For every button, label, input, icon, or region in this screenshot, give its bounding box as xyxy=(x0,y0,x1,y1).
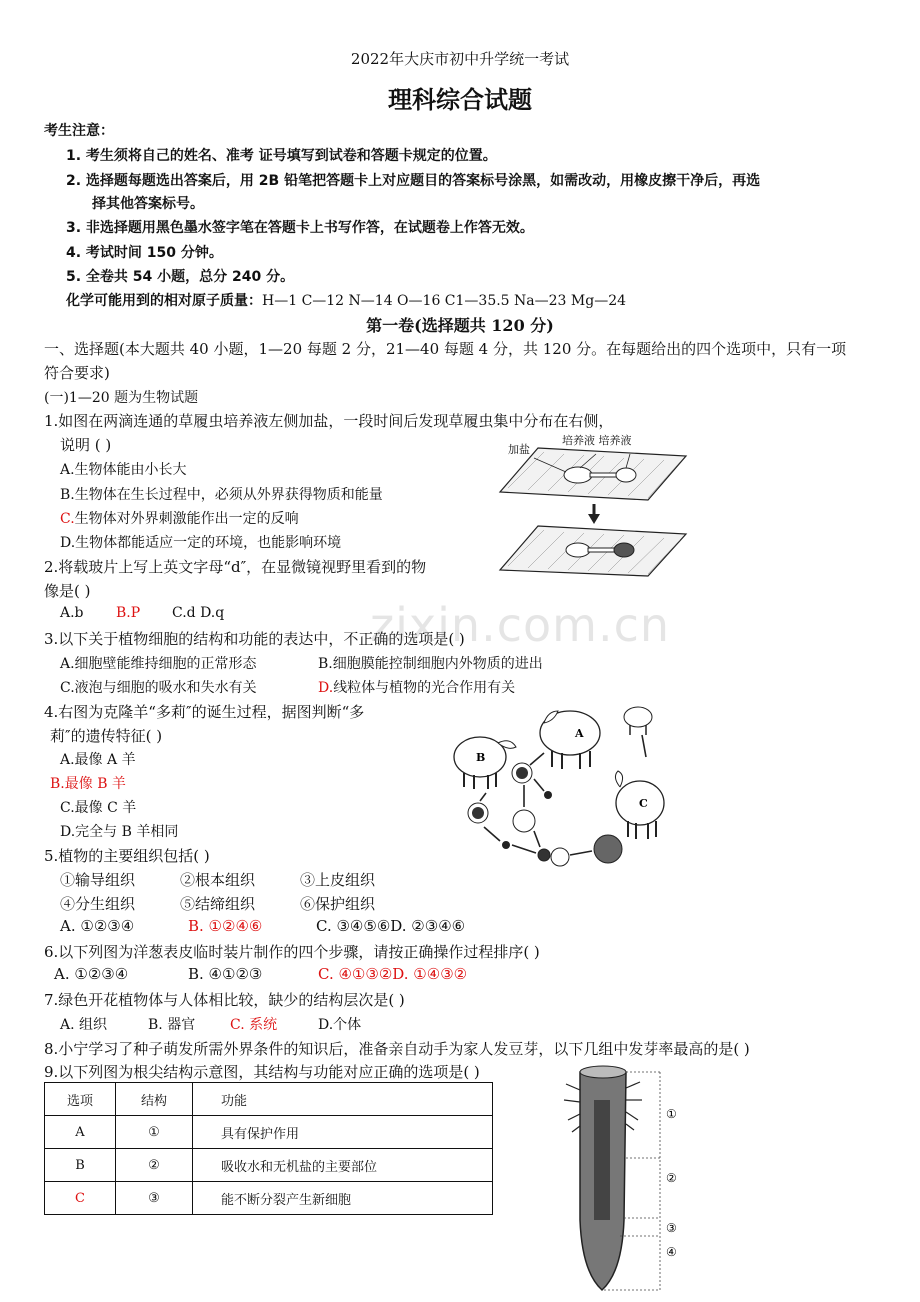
q3-option-a: A.细胞壁能维持细胞的正常形态 xyxy=(60,656,257,672)
q5-item-3: ③上皮组织 xyxy=(300,871,376,889)
notice-item-1: 1. 考生须将自己的姓名、准考 证号填写到试卷和答题卡规定的位置。 xyxy=(66,148,497,164)
q7-option-b: B. 器官 xyxy=(148,1017,196,1033)
table-row xyxy=(45,1149,493,1182)
header-structure: 结构 xyxy=(116,1083,193,1116)
q4-option-a: A.最像 A 羊 xyxy=(60,752,136,768)
q7-option-d: D.个体 xyxy=(318,1017,362,1033)
q8-stem: 8.小宁学习了种子萌发所需外界条件的知识后，准备亲自动手为家人发豆芽，以下几组中发芽率最高的是( ) xyxy=(44,1040,750,1058)
q1-stem: 1.如图在两滴连通的草履虫培养液左侧加盐，一段时间后发现草履虫集中分布在右侧， xyxy=(44,412,614,430)
root-label-2: ② xyxy=(666,1171,677,1185)
row-structure: ① xyxy=(116,1116,193,1149)
q6-option-b: B. ④①②③ xyxy=(188,965,263,983)
q1-option-a: A.生物体能由小长大 xyxy=(60,462,187,478)
q2-stem-cont: 像是( ) xyxy=(44,582,91,600)
q5-stem: 5.植物的主要组织包括( ) xyxy=(44,847,210,865)
q4-stem-cont: 莉″的遗传特征( ) xyxy=(50,727,163,745)
q5-option-b: B. ①②④⑥ xyxy=(188,917,263,935)
q1-option-b: B.生物体在生长过程中，必须从外界获得物质和能量 xyxy=(60,487,383,503)
row-function: 吸收水和无机盐的主要部位 xyxy=(193,1149,493,1182)
sheep-a-icon xyxy=(540,711,600,769)
q4-option-d: D.完全与 B 羊相同 xyxy=(60,824,179,840)
root-label-1: ① xyxy=(666,1107,677,1121)
section-instructions-cont: 符合要求) xyxy=(44,364,110,382)
root-label-3: ③ xyxy=(666,1221,677,1235)
row-structure: ③ xyxy=(116,1182,193,1215)
exam-title: 理科综合试题 xyxy=(388,85,532,114)
q2-stem: 2.将载玻片上写上英文字母“d″，在显微镜视野里看到的物 xyxy=(44,558,427,576)
q3-option-c: C.液泡与细胞的吸水和失水有关 xyxy=(60,680,257,696)
q9-stem: 9.以下列图为根尖结构示意图，其结构与功能对应正确的选项是( ) xyxy=(44,1063,480,1081)
q1-option-d: D.生物体都能适应一定的环境，也能影响环境 xyxy=(60,535,342,551)
header-option: 选项 xyxy=(45,1083,116,1116)
fig-label-culture: 培养液 培养液 xyxy=(562,434,632,447)
q7-option-a: A. 组织 xyxy=(60,1017,108,1033)
atomic-mass-line xyxy=(66,290,626,310)
root-tip-figure xyxy=(560,1060,700,1298)
q4-option-b: B.最像 B 羊 xyxy=(50,776,126,792)
q5-item-2: ②根本组织 xyxy=(180,871,256,889)
atomic-mass-values: H—1 C—12 N—14 O—16 C1—35.5 Na—23 Mg—24 xyxy=(262,293,627,309)
q3-option-d-text: 线粒体与植物的光合作用有关 xyxy=(333,680,516,696)
lamb-icon xyxy=(624,707,652,735)
row-function: 能不断分裂产生新细胞 xyxy=(193,1182,493,1215)
q7-option-c: C. 系统 xyxy=(230,1017,278,1033)
sheep-b-label: B xyxy=(476,751,486,764)
sheep-c-label: C xyxy=(639,797,648,810)
atomic-mass-label: 化学可能用到的相对原子质量： xyxy=(66,293,262,309)
q1-stem-cont: 说明 ( ) xyxy=(60,436,112,454)
row-function: 具有保护作用 xyxy=(193,1116,493,1149)
notice-item-2-cont: 择其他答案标号。 xyxy=(92,196,204,212)
q1-option-c-text: 生物体对外界刺激能作出一定的反响 xyxy=(74,511,299,527)
q5-item-5: ⑤结缔组织 xyxy=(180,895,256,913)
q3-option-d xyxy=(318,677,515,697)
row-structure: ② xyxy=(116,1149,193,1182)
biology-subheading: (一)1—20 题为生物试题 xyxy=(44,390,199,406)
fig-label-salt: 加盐 xyxy=(508,443,530,456)
q4-stem: 4.右图为克隆羊“多莉″的诞生过程，据图判断“多 xyxy=(44,703,365,721)
q2-option-a: A.b xyxy=(60,605,84,621)
q5-option-cd: C. ③④⑤⑥D. ②③④⑥ xyxy=(316,917,466,935)
q6-option-cd xyxy=(318,965,467,983)
row-option: B xyxy=(45,1149,116,1182)
table-header-row xyxy=(45,1083,493,1116)
table-row xyxy=(45,1182,493,1215)
header-function: 功能 xyxy=(193,1083,493,1116)
q5-item-4: ④分生组织 xyxy=(60,895,136,913)
q5-item-1: ①输导组织 xyxy=(60,871,136,889)
q4-option-c: C.最像 C 羊 xyxy=(60,800,137,816)
notice-item-2: 2. 选择题每题选出答案后，用 2B 铅笔把答题卡上对应题目的答案标号涂黑，如需改动，用橡皮擦干净后，再选 xyxy=(66,173,761,189)
q3-option-b: B.细胞膜能控制细胞内外物质的进出 xyxy=(318,656,543,672)
q5-item-6: ⑥保护组织 xyxy=(300,895,376,913)
q5-option-a: A. ①②③④ xyxy=(60,917,135,935)
q6-stem: 6.以下列图为洋葱表皮临时装片制作的四个步骤，请按正确操作过程排序( ) xyxy=(44,943,540,961)
q1-answer-mark: C. xyxy=(60,511,75,527)
q9-table xyxy=(44,1082,493,1215)
q3-stem: 3.以下关于植物细胞的结构和功能的表达中，不正确的选项是( ) xyxy=(44,630,465,648)
section-instructions: 一、选择题(本大题共 40 小题，1—20 每题 2 分，21—40 每题 4 分，共 120 分。在每题给出的四个选项中，只有一项 xyxy=(44,340,847,358)
exam-supertitle: 2022年大庆市初中升学统一考试 xyxy=(350,50,570,68)
root-label-4: ④ xyxy=(666,1245,677,1259)
notice-item-4: 4. 考试时间 150 分钟。 xyxy=(66,245,223,261)
q7-stem: 7.绿色开花植物体与人体相比较，缺少的结构层次是( ) xyxy=(44,991,405,1009)
notice-item-5: 5. 全卷共 54 小题，总分 240 分。 xyxy=(66,269,295,285)
q6-option-a: A. ①②③④ xyxy=(54,965,129,983)
q2-option-b: B.P xyxy=(116,605,141,621)
sheep-a-label: A xyxy=(575,727,584,740)
q2-option-cd: C.d D.q xyxy=(172,605,225,621)
notice-heading: 考生注意： xyxy=(44,123,114,139)
q1-option-c xyxy=(60,508,299,528)
section-title: 第一卷(选择题共 120 分) xyxy=(366,316,554,335)
row-option: C xyxy=(45,1182,116,1215)
table-row xyxy=(45,1116,493,1149)
q6-option-c: C. ④①③②D. ①④③② xyxy=(318,965,468,983)
watermark: zixin.com.cn xyxy=(370,598,671,652)
cloning-figure xyxy=(440,695,680,875)
q3-answer-mark: D. xyxy=(318,680,334,696)
notice-item-3: 3. 非选择题用黑色墨水签字笔在答题卡上书写作答，在试题卷上作答无效。 xyxy=(66,220,534,236)
row-option: A xyxy=(45,1116,116,1149)
